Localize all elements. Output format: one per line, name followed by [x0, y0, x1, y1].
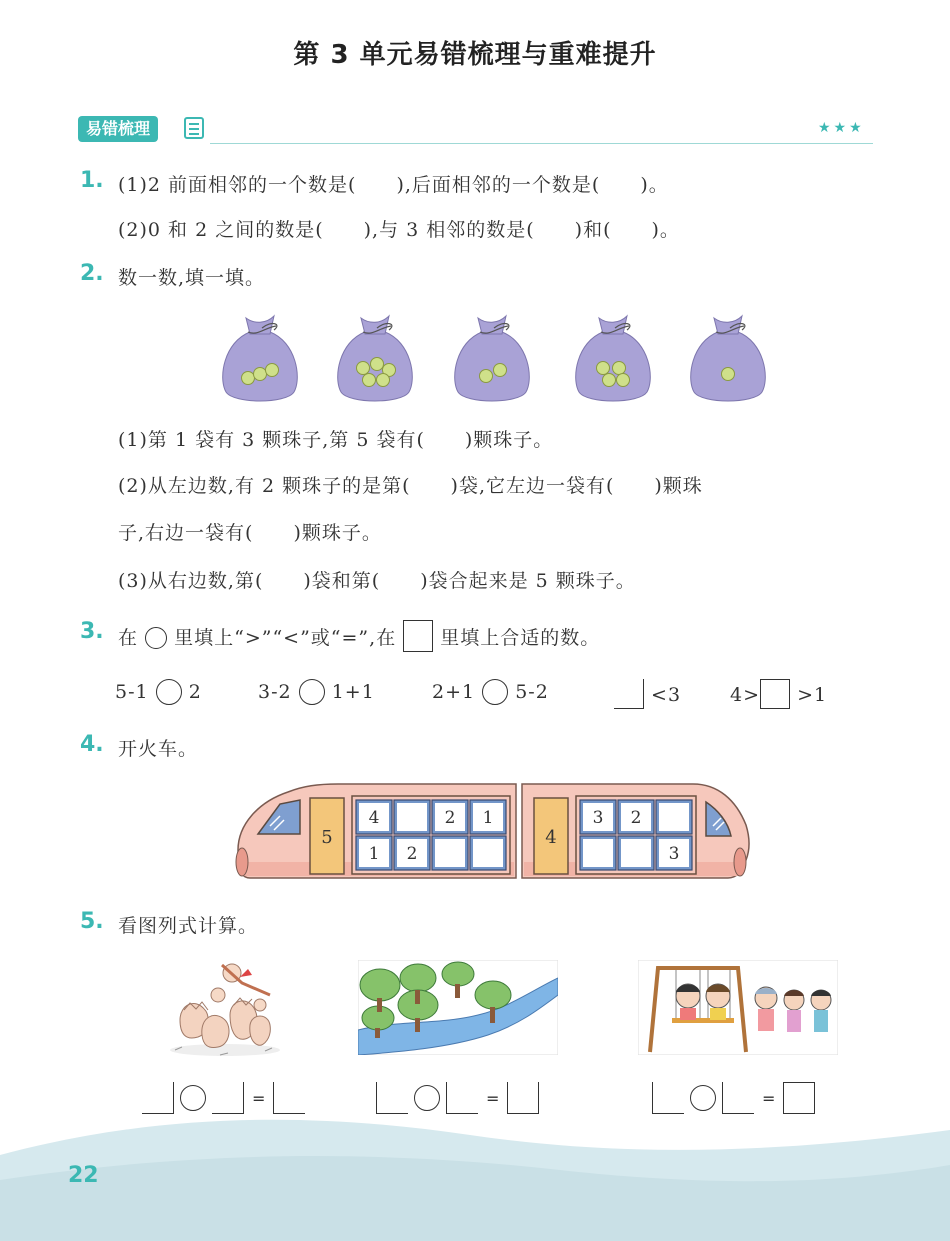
equation-2-result[interactable]	[507, 1082, 539, 1114]
q3-item-5-left: 4>	[730, 684, 761, 706]
bead	[266, 364, 279, 377]
car1-window-number: 1	[368, 844, 380, 864]
page-title: 第 3 单元易错梳理与重难提升	[293, 40, 657, 70]
equation-3-result[interactable]	[783, 1082, 815, 1114]
q2-line-3: 子,右边一袋有( )颗珠子。	[118, 522, 382, 544]
box-blank-icon	[403, 620, 433, 652]
bead-bag-1	[223, 316, 298, 401]
question-number-5: 5.	[80, 909, 104, 934]
q2-line-2: (2)从左边数,有 2 颗珠子的是第( )袋,它左边一袋有( )颗珠	[118, 475, 703, 497]
car2-window-number: 3	[592, 808, 604, 828]
bead	[242, 372, 255, 385]
bead	[494, 364, 507, 377]
bead	[371, 358, 384, 371]
q2-prompt: 数一数,填一填。	[118, 267, 266, 289]
bead	[722, 368, 735, 381]
q3-item-2-right: 1+1	[331, 681, 375, 703]
q3-item-5	[730, 679, 827, 709]
difficulty-stars: ★★★	[818, 120, 865, 136]
car1-window-number: 2	[444, 808, 456, 828]
bead-bag-5	[691, 316, 766, 401]
circle-blank-icon	[145, 627, 167, 649]
car2-window-number: 3	[668, 844, 680, 864]
compare-circle-1[interactable]	[156, 679, 182, 705]
equation-3-operand-2[interactable]	[722, 1082, 754, 1114]
bead-bag-2	[338, 316, 413, 401]
q2-line-4: (3)从右边数,第( )袋和第( )袋合起来是 5 颗珠子。	[118, 570, 636, 592]
question-number-2: 2.	[80, 261, 104, 286]
equation-row-2	[376, 1082, 539, 1114]
q3-prompt-a: 在	[118, 627, 139, 649]
q3-prompt-c: 里填上合适的数。	[440, 627, 601, 649]
q3-item-3-left: 2+1	[432, 681, 476, 703]
bead-bags-illustration	[210, 308, 770, 408]
equation-3-operator[interactable]	[690, 1085, 716, 1111]
number-box-1[interactable]	[614, 679, 644, 709]
q3-item-3	[432, 679, 549, 705]
bead-bag-3	[455, 316, 530, 401]
number-box-2[interactable]	[760, 679, 790, 709]
bead	[617, 374, 630, 387]
q3-item-3-right: 5-2	[515, 681, 549, 703]
trees-river-picture	[358, 960, 558, 1055]
door-right-number: 4	[545, 827, 557, 848]
q3-item-1-right: 2	[188, 681, 202, 703]
q3-prompt	[118, 620, 600, 652]
equation-2-equals: =	[486, 1088, 500, 1108]
question-number-3: 3.	[80, 619, 104, 644]
q5-prompt: 看图列式计算。	[118, 915, 259, 937]
q3-item-2-left: 3-2	[258, 681, 292, 703]
q3-prompt-b: 里填上“>”“<”或“=”,在	[174, 627, 397, 649]
equation-2-operator[interactable]	[414, 1085, 440, 1111]
q3-item-4	[614, 679, 681, 709]
equation-3-operand-1[interactable]	[652, 1082, 684, 1114]
q3-item-5-right: >1	[797, 684, 828, 706]
bottom-wave-background	[0, 1110, 950, 1241]
notebook-icon	[184, 117, 204, 139]
compare-circle-3[interactable]	[482, 679, 508, 705]
bead	[357, 362, 370, 375]
car1-window-number: 4	[368, 808, 380, 828]
bead	[254, 368, 267, 381]
equation-row-3	[652, 1082, 815, 1114]
chicks-hatching-picture	[160, 955, 290, 1060]
equation-1-result[interactable]	[273, 1082, 305, 1114]
bead	[363, 374, 376, 387]
section-tag: 易错梳理	[78, 116, 158, 142]
equation-row-1	[142, 1082, 305, 1114]
bead	[377, 374, 390, 387]
bead	[613, 362, 626, 375]
compare-circle-2[interactable]	[299, 679, 325, 705]
car2-window-number: 2	[630, 808, 642, 828]
equation-2-operand-2[interactable]	[446, 1082, 478, 1114]
page-number: 22	[68, 1163, 99, 1188]
q3-item-1	[115, 679, 202, 705]
equation-2-operand-1[interactable]	[376, 1082, 408, 1114]
q2-line-1: (1)第 1 袋有 3 颗珠子,第 5 袋有( )颗珠子。	[118, 429, 554, 451]
car1-window-number: 2	[406, 844, 418, 864]
equation-1-operand-1[interactable]	[142, 1082, 174, 1114]
bead	[603, 374, 616, 387]
equation-1-equals: =	[252, 1088, 266, 1108]
section-divider	[210, 143, 873, 144]
q4-prompt: 开火车。	[118, 738, 199, 760]
q1-line-1: (1)2 前面相邻的一个数是( ),后面相邻的一个数是( )。	[118, 174, 669, 196]
q3-item-1-left: 5-1	[115, 681, 149, 703]
bead	[480, 370, 493, 383]
bead	[597, 362, 610, 375]
question-number-4: 4.	[80, 732, 104, 757]
bead-bag-4	[576, 316, 651, 401]
q3-item-4-right: <3	[651, 684, 682, 706]
car1-window-number: 1	[482, 808, 494, 828]
equation-3-equals: =	[762, 1088, 776, 1108]
kids-swing-picture	[638, 960, 838, 1055]
door-left-number: 5	[321, 827, 333, 848]
q1-line-2: (2)0 和 2 之间的数是( ),与 3 相邻的数是( )和( )。	[118, 219, 680, 241]
question-number-1: 1.	[80, 168, 104, 193]
train-illustration	[228, 780, 753, 882]
equation-1-operand-2[interactable]	[212, 1082, 244, 1114]
q3-item-2	[258, 679, 375, 705]
equation-1-operator[interactable]	[180, 1085, 206, 1111]
